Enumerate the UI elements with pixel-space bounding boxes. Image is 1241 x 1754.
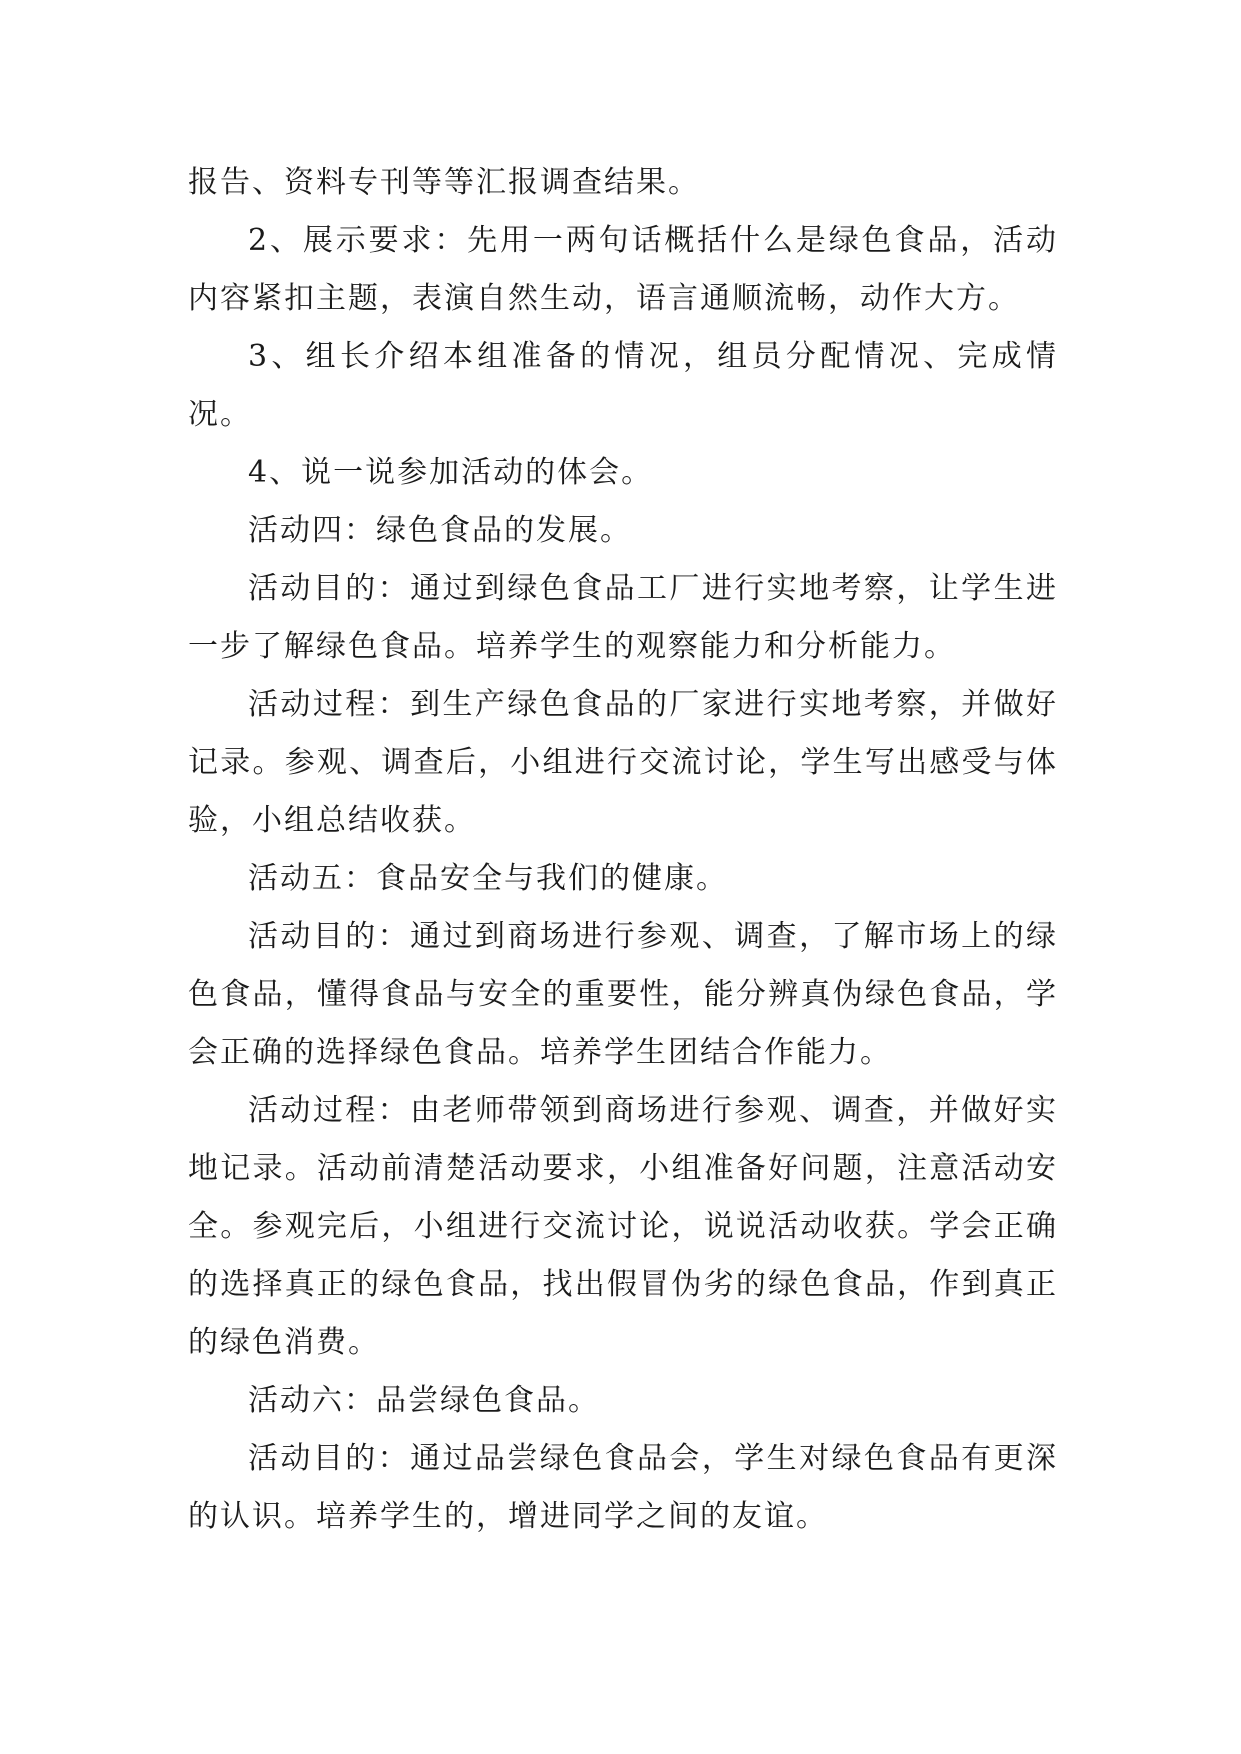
paragraph-display-requirements: 2、展示要求：先用一两句话概括什么是绿色食品，活动内容紧扣主题，表演自然生动，语言通顺流畅，动作大方。 (188, 223, 1058, 316)
paragraph-report-continuation: 报告、资料专刊等等汇报调查结果。 (188, 165, 700, 200)
heading-activity-six: 活动六：品尝绿色食品。 (248, 1383, 600, 1418)
heading-activity-four: 活动四：绿色食品的发展。 (248, 513, 632, 548)
paragraph-share-experience: 4、说一说参加活动的体会。 (248, 455, 654, 490)
paragraph-activity-five-process: 活动过程：由老师带领到商场进行参观、调查，并做好实地记录。活动前清楚活动要求，小组准备好问题，注意活动安全。参观完后，小组进行交流讨论，说说活动收获。学会正确的选择真正的绿色食品，找出假冒伪劣的绿色食品，作到真正的绿色消费。 (188, 1093, 1058, 1360)
document-body (188, 154, 1058, 1546)
paragraph-activity-four-purpose: 活动目的：通过到绿色食品工厂进行实地考察，让学生进一步了解绿色食品。培养学生的观察能力和分析能力。 (188, 571, 1058, 664)
heading-activity-five: 活动五：食品安全与我们的健康。 (248, 861, 728, 896)
paragraph-group-leader-intro: 3、组长介绍本组准备的情况，组员分配情况、完成情况。 (188, 339, 1058, 432)
paragraph-activity-four-process: 活动过程：到生产绿色食品的厂家进行实地考察，并做好记录。参观、调查后，小组进行交流讨论，学生写出感受与体验，小组总结收获。 (188, 687, 1058, 838)
paragraph-activity-five-purpose: 活动目的：通过到商场进行参观、调查，了解市场上的绿色食品，懂得食品与安全的重要性，能分辨真伪绿色食品，学会正确的选择绿色食品。培养学生团结合作能力。 (188, 919, 1058, 1070)
paragraph-activity-six-purpose: 活动目的：通过品尝绿色食品会，学生对绿色食品有更深的认识。培养学生的，增进同学之间的友谊。 (188, 1441, 1058, 1534)
